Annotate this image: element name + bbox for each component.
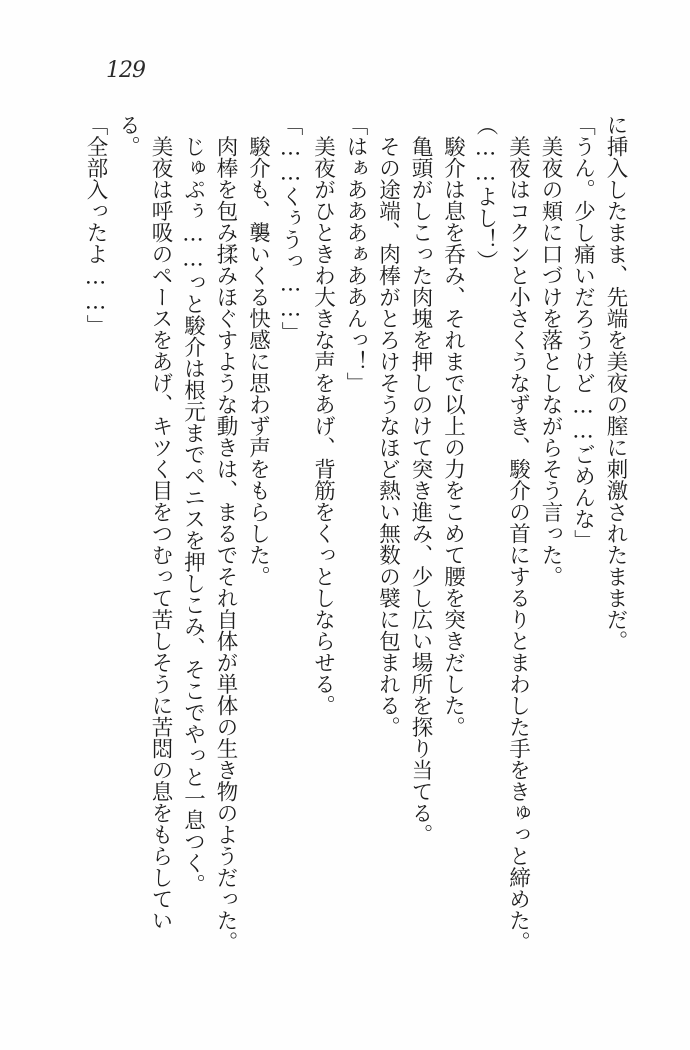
paragraph: 亀頭がしこった肉塊を押しのけて突き進み、少し広い場所を探り当てる。: [408, 114, 433, 845]
paragraph: 「全部入ったよ……」: [83, 114, 108, 336]
paragraph: 駿介も、襲いくる快感に思わず声をもらした。: [245, 114, 271, 587]
paragraph: 美夜の頬に口づけを落としながらそう言った。: [538, 114, 563, 587]
paragraph: 美夜は呼吸のペースをあげ、キツく目をつむって苦しそうに苦悶の息をもらしている。: [115, 114, 173, 931]
paragraph: 美夜はコクンと小さくうなずき、駿介の首にするりとまわした手をきゅっと締めた。: [505, 114, 531, 953]
page-number: 129: [106, 58, 145, 83]
paragraph: 肉棒を包み揉みほぐすような動きは、まるでそれ自体が単体の生き物のようだった。: [213, 114, 238, 953]
paragraph: 「はぁあああぁああんっ！」: [343, 114, 368, 394]
paragraph: 駿介は息を呑み、それまで以上の力をこめて腰を突きだした。: [440, 114, 466, 738]
paragraph: その途端、肉棒がとろけそうなほど熱い無数の襞に包まれる。: [375, 114, 401, 738]
paragraph: 「うん。少し痛いだろうけど……ごめんな」: [570, 114, 596, 551]
paragraph: じゅぷぅ……っと駿介は根元までペニスを押しこみ、そこでやっと一息つく。: [180, 114, 206, 895]
paragraph: 美夜がひときわ大きな声をあげ、背筋をくっとしならせる。: [310, 114, 336, 716]
body-text: [79, 114, 632, 966]
paragraph: （……よし！）: [473, 114, 498, 272]
paragraph: 「……くぅうっ……」: [278, 114, 303, 343]
paragraph: に挿入したまま、先端を美夜の膣に刺激されたままだ。: [603, 114, 628, 652]
